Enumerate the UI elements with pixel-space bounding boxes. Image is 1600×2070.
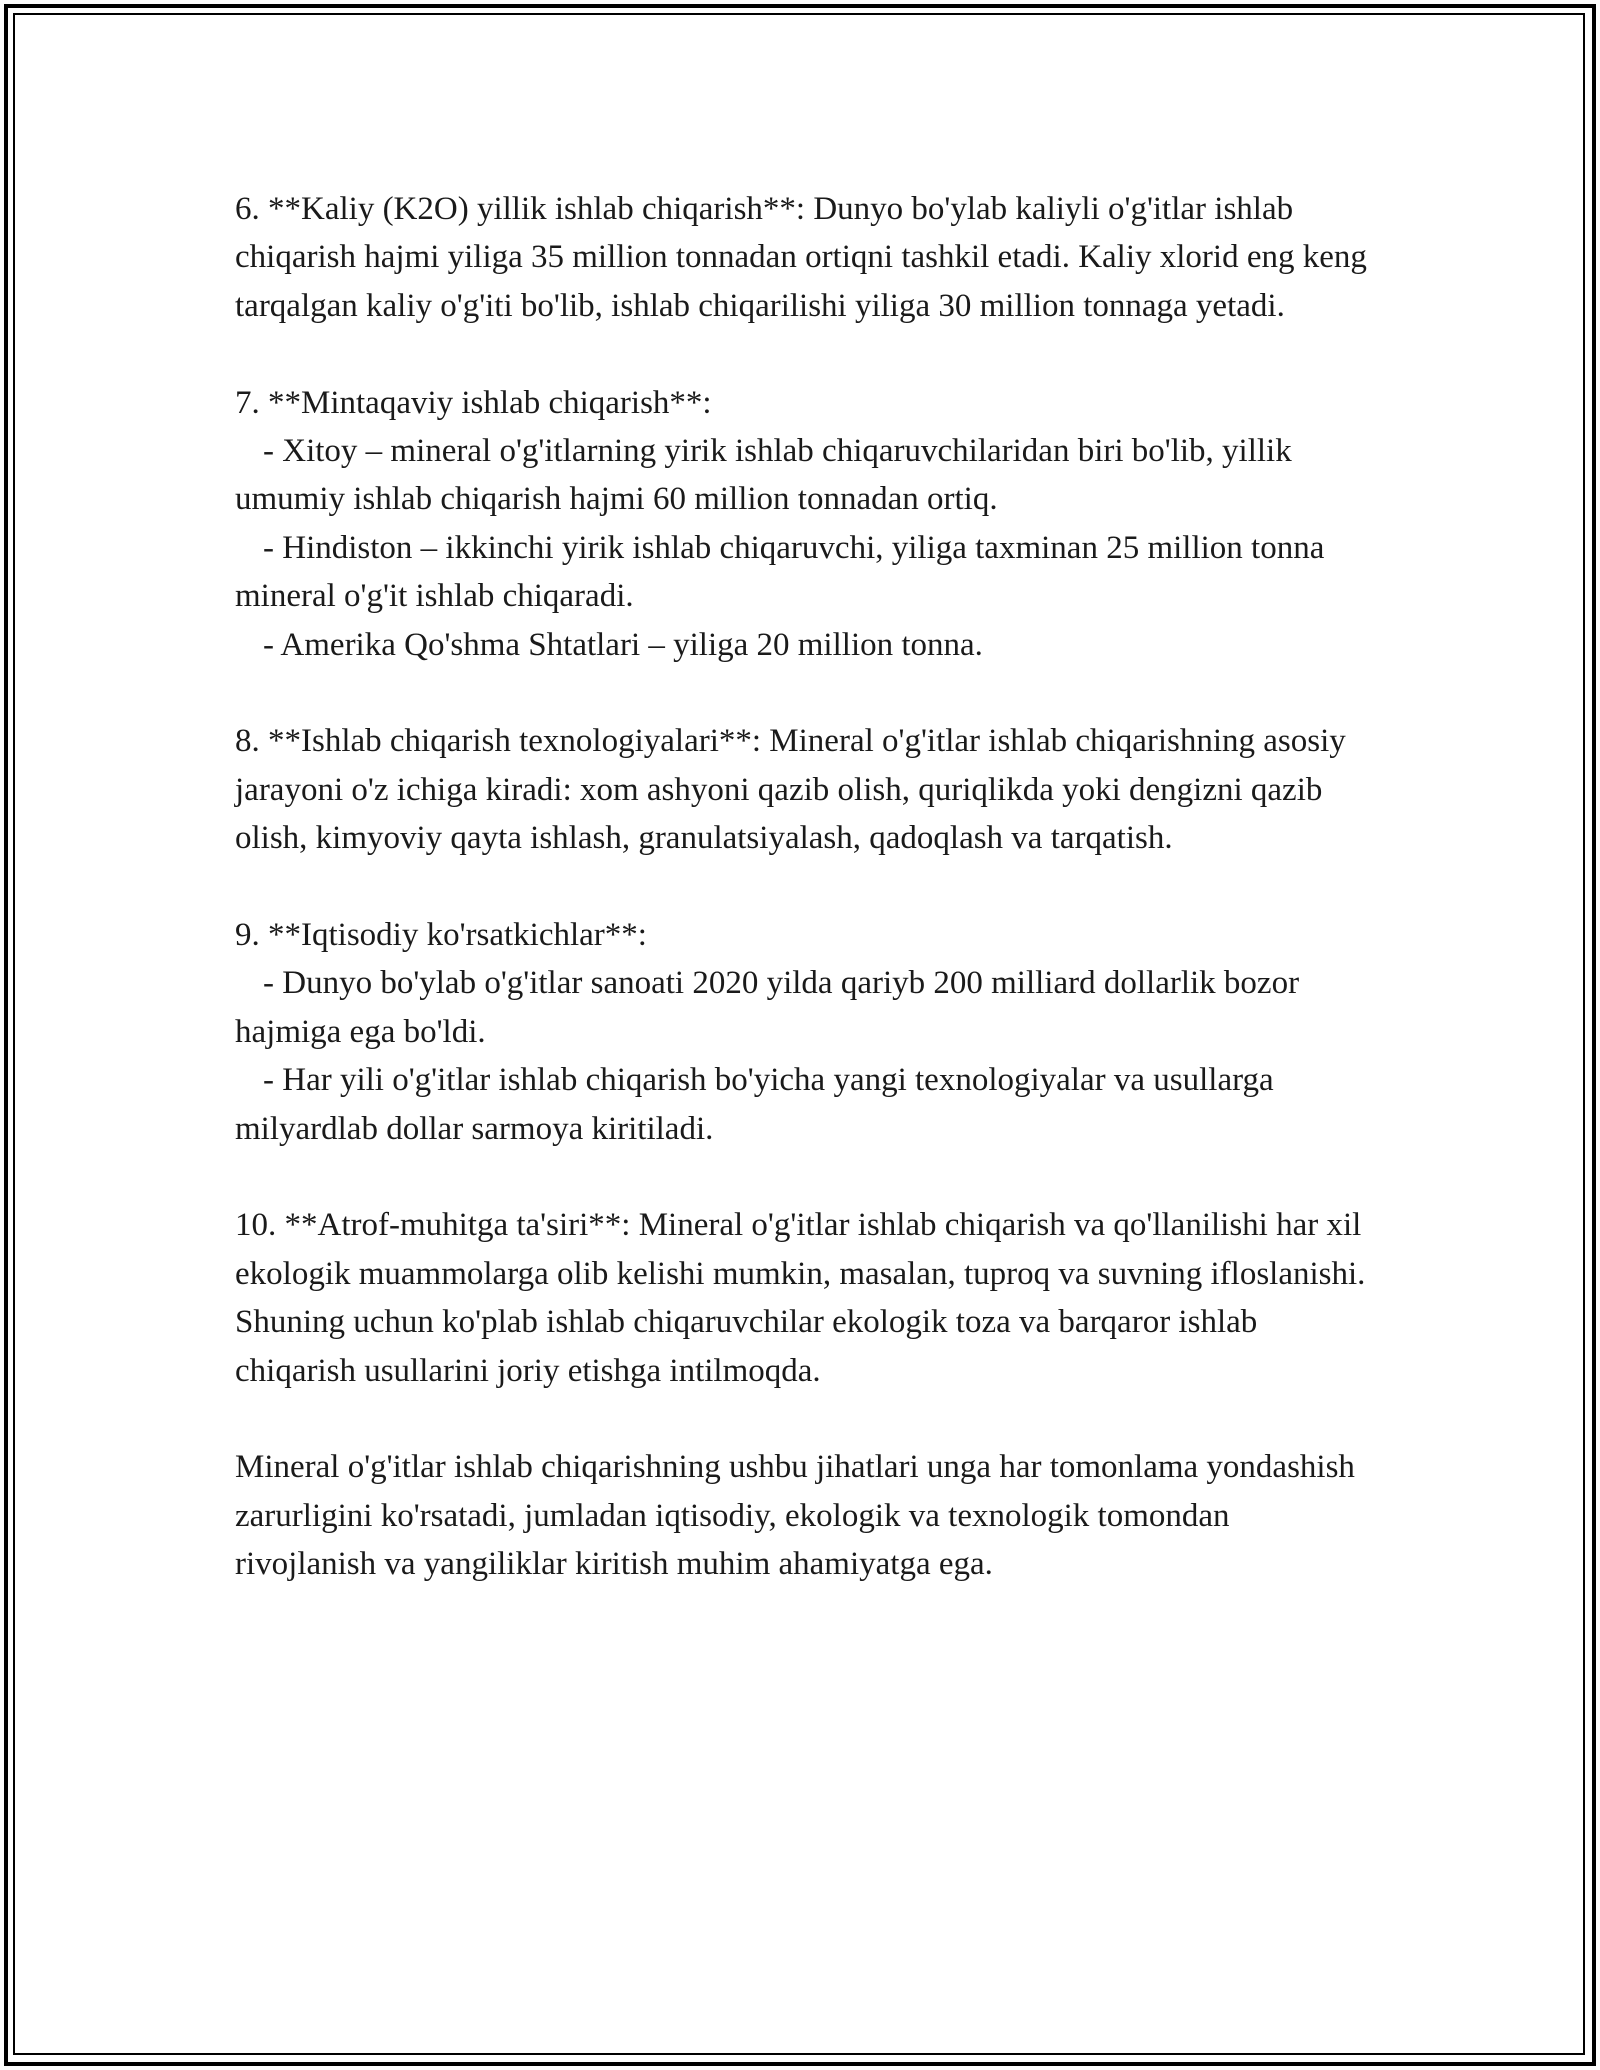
- section-item-8: [235, 717, 1375, 862]
- bullet-investment: [235, 1056, 1375, 1153]
- bullet-india-text: - Hindiston – ikkinchi yirik ishlab chiqaruvchi, yiliga taxminan 25 million tonna mineral o'g'it ishlab chiqaradi.: [235, 529, 1325, 615]
- bullet-china: [235, 427, 1375, 524]
- document-body: [235, 185, 1375, 1637]
- bullet-investment-text: - Har yili o'g'itlar ishlab chiqarish bo'yicha yangi texnologiyalar va usullarga milyardlab dollar sarmoya kiritiladi.: [235, 1062, 1274, 1147]
- section-conclusion: [235, 1443, 1375, 1588]
- bullet-usa: [235, 621, 1375, 669]
- bullet-india: [235, 524, 1375, 621]
- section-item-6: [235, 185, 1375, 330]
- section-item-9: [235, 911, 1375, 1153]
- paragraph-environmental-impact: 10. **Atrof-muhitga ta'siri**: Mineral o'g'itlar ishlab chiqarish va qo'llanilishi har xil ekologik muammolarga olib kelishi mumkin, masalan, tuproq va suvning ifloslanishi. Shuning uchun ko'plab ishlab chiqaruvchilar ekologik toza va barqaror ishlab chiqarish usullarini joriy etishga intilmoqda.: [235, 1207, 1366, 1389]
- heading-regional-production: 7. **Mintaqaviy ishlab chiqarish**:: [235, 384, 712, 421]
- paragraph-production-technologies: 8. **Ishlab chiqarish texnologiyalari**: Mineral o'g'itlar ishlab chiqarishning asosiy jarayoni o'z ichiga kiradi: xom ashyoni qazib olish, quriqlikda yoki dengizni qazib olish, kimyoviy qayta ishlash, granulatsiyalash, qadoqlash va tarqatish.: [235, 723, 1346, 857]
- bullet-market-size-text: - Dunyo bo'ylab o'g'itlar sanoati 2020 yilda qariyb 200 milliard dollarlik bozor hajmiga ega bo'ldi.: [235, 965, 1300, 1050]
- bullet-usa-text: - Amerika Qo'shma Shtatlari – yiliga 20 million tonna.: [263, 626, 983, 663]
- bullet-market-size: [235, 959, 1375, 1056]
- section-item-10: [235, 1201, 1375, 1395]
- bullet-china-text: - Xitoy – mineral o'g'itlarning yirik ishlab chiqaruvchilaridan biri bo'lib, yillik umumiy ishlab chiqarish hajmi 60 million tonnadan ortiq.: [235, 433, 1292, 518]
- section-item-7: [235, 379, 1375, 669]
- heading-economic-indicators: 9. **Iqtisodiy ko'rsatkichlar**:: [235, 917, 647, 954]
- paragraph-potassium-production: 6. **Kaliy (K2O) yillik ishlab chiqarish**: Dunyo bo'ylab kaliyli o'g'itlar ishlab chiqarish hajmi yiliga 35 million tonnadan ortiqni tashkil etadi. Kaliy xlorid eng keng tarqalgan kaliy o'g'iti bo'lib, ishlab chiqarilishi yiliga 30 million tonnaga yetadi.: [235, 191, 1367, 324]
- paragraph-conclusion: Mineral o'g'itlar ishlab chiqarishning ushbu jihatlari unga har tomonlama yondashish zarurligini ko'rsatadi, jumladan iqtisodiy, ekologik va texnologik tomondan rivojlanish va yangiliklar kiritish muhim ahamiyatga ega.: [235, 1449, 1355, 1583]
